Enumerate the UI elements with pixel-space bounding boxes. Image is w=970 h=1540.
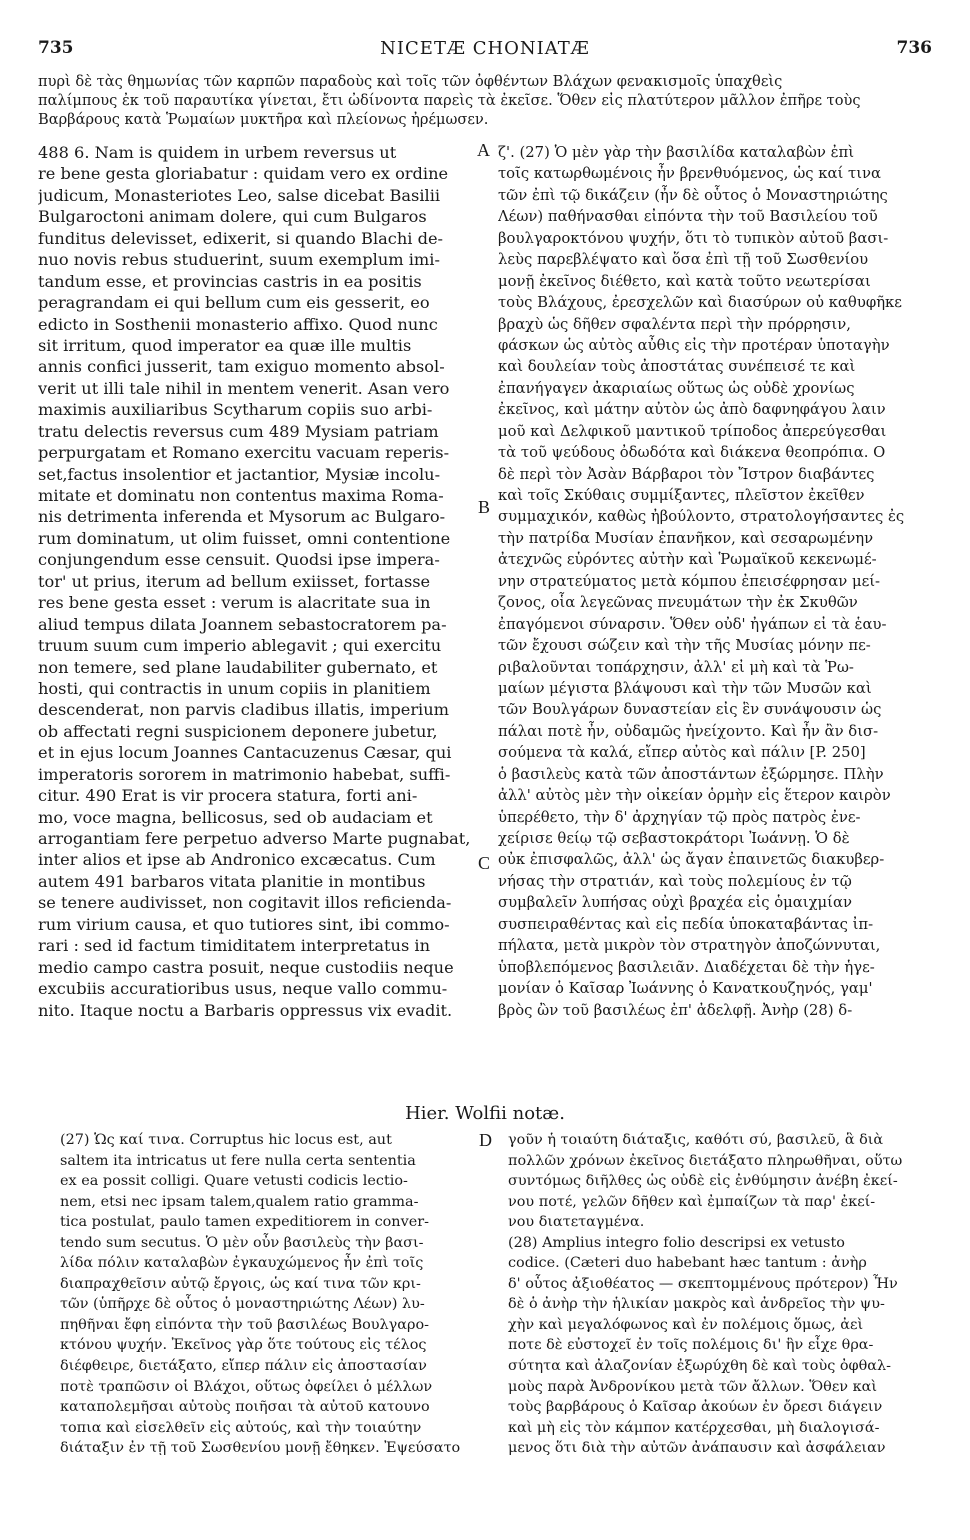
greek-line: τῶν ἔχουσι σώζειν καὶ τὴν τῆς Μυσίας μόνην πε-	[498, 637, 871, 655]
note-line: tendo sum secutus. Ὁ μὲν οὖν βασιλεὺς τὴν βασι-	[60, 1234, 424, 1251]
latin-line: rum virium causa, et quo tutiores sint, ibi commo-	[38, 914, 450, 934]
latin-line: medio campo castra posuit, neque custodiis neque	[38, 957, 454, 977]
latin-line: rum dominatum, ut olim fuisset, omni contentione	[38, 528, 451, 548]
greek-line: μονίαν ὁ Καῖσαρ Ἰωάννης ὁ Κανατκουζηνός, γαμ'	[498, 980, 873, 998]
greek-line: ὑποβλεπόμενος βασιλειᾶν. Διαδέχεται δὲ τὴν ἡγε-	[498, 958, 875, 976]
greek-line: τὰ τοῦ ψεύδους ὀδωδότα καὶ διάκενα θεοπρόπια. Ο	[498, 444, 886, 462]
latin-translation-column	[38, 142, 478, 1021]
note-line: δὲ ὁ ἀνὴρ τὴν ἡλικίαν μακρὸς καὶ ἀνδρεῖος τὴν ψυ-	[508, 1296, 885, 1313]
greek-line: Λέων) παθήνασθαι εἰπόντα τὴν τοῦ Βασιλείου τοῦ	[498, 208, 878, 226]
greek-line: τοὺς Βλάχους, ἐρεσχελῶν καὶ διασύρων οὐ καθυφῆκε	[498, 294, 902, 312]
latin-line: conjungendum esse censuit. Quodsi ipse impera-	[38, 550, 440, 570]
latin-line: aliud tempus dilata Joannem sebastocratorem pa-	[38, 614, 447, 634]
note-line: μοὺς παρὰ Ἀνδρονίκου μετὰ τῶν ἄλλων. Ὅθεν καὶ	[508, 1378, 877, 1395]
latin-line: excubiis accuratioribus usus, neque vallo commu-	[38, 979, 448, 999]
note-line: (28) Amplius integro folio descripsi ex vetusto	[508, 1234, 845, 1251]
latin-line: mitate et dominatu non contentus maxima Roma-	[38, 486, 444, 505]
latin-line: edicto in Sosthenii monasterio affixo. Quod nunc	[38, 314, 438, 334]
notes-heading: Hier. Wolfii notæ.	[405, 1103, 565, 1124]
greek-line: φάσκων ὡς αὐτὸς αὖθις εἰς τὴν προτέραν ὑποταγὴν	[498, 336, 890, 354]
latin-line: tratu delectis reversus cum 489 Mysiam patriam	[38, 421, 439, 441]
note-line: (27) Ὡς καί τινα. Corruptus hic locus est, aut	[60, 1132, 392, 1148]
note-line: ποτὲ τραπῶσιν οἱ Βλάχοι, οὕτως ὀφείλει ὁ μέλλων	[60, 1378, 433, 1395]
greek-line: ὁ βασιλεὺς κατὰ τῶν ἀποστάντων ἐξώρμησε. Πλὴν	[498, 765, 884, 783]
greek-line: ἐπαγόμενοι σύναρσιν. Ὅθεν οὐδ' ἠγάπων εἰ τὰ ἑαυ-	[498, 615, 887, 633]
greek-line: πήλατα, μετὰ μικρὸν τὸν στρατηγὸν ἀποζώννυται,	[498, 937, 881, 955]
greek-line: τοῖς κατωρθωμένοις ἦν βρενθυόμενος, ὡς καί τινα	[498, 165, 881, 183]
greek-line: ἐπανήγαγεν ἀκαριαίως οὕτως ὡς οὐδὲ χρονίως	[498, 379, 855, 397]
latin-line: ob affectati regni suspicionem deponere jubetur,	[38, 721, 438, 741]
greek-line: οὐκ ἐπισφαλῶς, ἀλλ' ὡς ἄγαν ἐπαινετῶς διακυβερ-	[498, 851, 885, 869]
latin-line: inter alios et ipse ab Andronico excæcatus. Cum	[38, 850, 436, 870]
margin-marker-b: B	[478, 497, 491, 517]
greek-line: ἀλλ' αὐτὸς μὲν τὴν οἰκείαν ὁρμὴν εἰς ἕτερον καιρὸν	[498, 787, 891, 805]
note-line: δ' οὗτος ἀξιοθέατος — σκεπτομμένους πρότερον) Ἦν	[508, 1275, 898, 1292]
note-line: συντόμως διῆλθες ὡς οὐδὲ εἰς ἐνθύμησιν ἀνέβη ἐκεί-	[508, 1173, 898, 1190]
greek-line: μονῇ ἐκεῖνος διέθετο, καὶ κατὰ τοῦτο νεωτερίσαι	[498, 272, 871, 290]
latin-line: et in ejus locum Joannes Cantacuzenus Cæsar, qui	[38, 743, 452, 763]
latin-line: res bene gesta esset : verum is alacritate sua in	[38, 593, 431, 613]
greek-line: νήσας τὴν στρατιάν, καὶ τοὺς πολεμίους ἐν τῷ	[498, 872, 852, 890]
running-title: NICETÆ CHONIATÆ	[380, 38, 590, 59]
greek-line: ἀτεχνῶς εὑρόντες αὐτὴν καὶ Ῥωμαϊκοῦ κεκενωμέ-	[498, 551, 877, 569]
note-line: tica postulat, paulo tamen expeditiorem in conver-	[60, 1214, 429, 1231]
greek-line: βουλγαροκτόνου ψυχήν, ὅτι τὸ τυπικὸν αὐτοῦ βασι-	[498, 229, 889, 247]
greek-line: καὶ τοῖς Σκύθαις συμμίξαντες, πλεῖστον ἐκεῖθεν	[498, 487, 865, 504]
greek-line: ἐκεῖνος, καὶ μάτην αὐτὸν ὡς ἀπὸ δαφνηφάγου λαιν	[498, 401, 886, 419]
greek-line: μαίων μέγιστα βλάψουσι καὶ τὴν τῶν Μυσῶν καὶ	[498, 679, 872, 697]
margin-marker-a: A	[477, 140, 490, 160]
latin-line: rari : sed id factum timiditatem interpretatus in	[38, 936, 430, 956]
notes-right-column	[508, 1130, 942, 1459]
greek-line: συμβαλεῖν λυπήσας οὐχὶ βραχέα εἰς ὁμαιχμίαν	[498, 894, 852, 912]
latin-line: set,factus insolentior et jactantior, Mysiæ incolu-	[38, 464, 441, 484]
note-line: σύτητα καὶ ἀλαζονίαν ἐξωρύχθη δὲ καὶ τοὺς ὀφθαλ-	[508, 1358, 891, 1375]
greek-line: ζονος, οἷα λεγεῶνας πνευμάτων τὴν ἐκ Σκυθῶν	[498, 594, 858, 612]
note-line: κτόνου ψυχήν. Ἐκεῖνος γὰρ ὅτε τούτους εἰς τέλος	[60, 1337, 427, 1354]
running-head	[38, 38, 932, 62]
note-line: νου διατεταγμένα.	[508, 1214, 645, 1231]
greek-line: χείρισε θείῳ τῷ σεβαστοκράτορι Ἰωάννῃ. Ὁ δὲ	[498, 830, 850, 847]
note-line: τοὺς βαρβάρους ὁ Καῖσαρ ἀκούων ἐν ὄρεσι διάγειν	[508, 1399, 883, 1416]
greek-line: βραχὺ ὡς δῆθεν σφαλέντα περὶ τὴν πρόρρησιν,	[498, 315, 851, 333]
note-line: πολλῶν χρόνων ἐκεῖνος διετάξατο πληρωθῆναι, οὕτω	[508, 1152, 903, 1169]
note-line: πηθῆναι ἔφη εἰπόντα τὴν τοῦ βασιλέως Βουλγαρο-	[60, 1316, 429, 1333]
latin-line: perpurgatam et Romano exercitu vacuam reperis-	[38, 443, 450, 463]
latin-line: autem 491 barbaros vitata planitie in montibus	[38, 871, 426, 891]
latin-line: descenderat, non parvis cladibus illatis, imperium	[38, 700, 450, 720]
page-number-right: 736	[896, 38, 932, 58]
greek-line: πάλαι ποτὲ ἦν, οὐδαμῶς ἠνείχοντο. Καὶ ἦν ἂν δισ-	[498, 722, 879, 740]
note-line: καταπολεμῆσαι αὐτοὺς ποιῆσαι τὰ αὐτοῦ κατουνο	[60, 1399, 430, 1416]
note-line: γοῦν ἡ τοιαύτη διάταξις, καθότι σύ, βασιλεῦ, ἃ διὰ	[508, 1132, 884, 1148]
latin-line: tor' ut prius, iterum ad bellum exiisset, fortasse	[38, 571, 431, 591]
latin-line: nito. Itaque noctu a Barbaris oppressus vix evadit.	[38, 1000, 453, 1020]
top-greek-continuation	[38, 72, 932, 130]
page-number-left: 735	[38, 38, 74, 58]
greek-line: ζ'. (27) Ὁ μὲν γὰρ τὴν βασιλίδα καταλαβὼν ἐπὶ	[498, 144, 855, 161]
latin-line: judicum, Monasteriotes Leo, salse dicebat Basilii	[38, 185, 441, 205]
margin-marker-d: D	[479, 1130, 492, 1150]
note-line: νου ποτέ, γελῶν δῆθεν καὶ ἐμπαίζων τὰ παρ' ἐκεί-	[508, 1193, 876, 1210]
greek-text-column	[498, 142, 942, 1021]
note-line: διέφθειρε, διετάξατο, εἴπερ πάλιν εἰς ἀποστασίαν	[60, 1358, 427, 1375]
note-line: τῶν (ὑπῆρχε δὲ οὗτος ὁ μοναστηριώτης Λέων) λυ-	[60, 1296, 425, 1313]
latin-line: citur. 490 Erat is vir procera statura, forti ani-	[38, 786, 418, 806]
greek-line: συσπειραθέντας καὶ εἰς πεδία ὑποκαταβάντας ἰπ-	[498, 915, 874, 933]
latin-line: nis detrimenta inferenda et Mysorum ac Bulgaro-	[38, 507, 446, 527]
greek-line: Βαρβάρους κατὰ Ῥωμαίων μυκτῆρα καὶ πλείονως ἠρέμωσεν.	[38, 111, 489, 129]
greek-line: συμμαχικόν, καθὼς ἠβούλοντο, στρατολογήσαντες ἐς	[498, 508, 905, 526]
greek-line: ὑπερέθετο, τὴν δ' ἀρχηγίαν τῷ πρὸς πατρὸς ἐνε-	[498, 808, 861, 826]
latin-line: annis confici jusserit, tam exiguo momento absol-	[38, 357, 445, 377]
latin-line: truum suum cum imperio ablegavit ; qui exercitu	[38, 636, 442, 656]
latin-line: peragrandam ei qui bellum cum eis gesserit, eo	[38, 293, 430, 313]
latin-line: hosti, qui contractis in unum copiis in planitiem	[38, 678, 431, 698]
note-line: μενος ὅτι διὰ τὴν αὐτῶν ἀνάπαυσιν καὶ ἀσφάλειαν	[508, 1440, 886, 1457]
note-line: διάταξιν ἐν τῇ τοῦ Σωσθενίου μονῇ ἔθηκεν. Ἐψεύσατο	[60, 1440, 461, 1457]
latin-line: verit ut illi tale nihil in mentem venerit. Asan vero	[38, 378, 450, 398]
note-line: διαπραχθεῖσιν αὐτῷ ἔργοις, ὡς καί τινα τῶν κρι-	[60, 1275, 421, 1292]
latin-line: 488 6. Nam is quidem in urbem reversus ut	[38, 143, 397, 162]
note-line: codice. (Cæteri duo habebant hæc tantum : ἀνὴρ	[508, 1255, 867, 1272]
latin-line: se tenere audivisset, non cogitavit illos reficienda-	[38, 893, 452, 913]
greek-line: λεὺς παρεβλέψατο καὶ ὅσα ἐπὶ τῇ τοῦ Σωσθενίου	[498, 251, 869, 269]
margin-marker-c: C	[478, 853, 491, 873]
greek-line: πυρὶ δὲ τὰς θημωνίας τῶν καρπῶν παραδοὺς καὶ τοῖς τῶν ὀφθέντων Βλάχων φενακισμοῖς ὑπαχθεὶς	[38, 73, 783, 90]
latin-line: sit irritum, quod imperator ea quæ ille multis	[38, 335, 412, 355]
greek-line: τὴν πατρίδα Μυσίαν ἐπανῆκον, καὶ σεσαρωμένην	[498, 529, 874, 547]
note-line: χὴν καὶ μεγαλόφωνος καὶ ἐν πολέμοις ὅμως, ἀεὶ	[508, 1316, 864, 1333]
latin-line: Bulgaroctoni animam dolere, qui cum Bulgaros	[38, 207, 427, 227]
latin-line: nuo novis rebus studuerint, suum exemplum imi-	[38, 250, 440, 270]
greek-line: παλίμπους ἐκ τοῦ παραυτίκα γίνεται, ἔτι ὠδίνοντα παρεὶς τὰ ἐκεῖσε. Ὅθεν εἰς πλατύτερον μᾶλλον ἐπῆρε τοὺς	[38, 92, 861, 110]
note-line: τοπια καὶ εἰσελθεῖν εἰς αὐτούς, καὶ τὴν τοιαύτην	[60, 1419, 422, 1436]
note-line: ex ea possit colligi. Quare vetusti codicis lectio-	[60, 1173, 408, 1190]
latin-line: non temere, sed plane laudabiliter gubernato, et	[38, 657, 438, 677]
latin-line: maximis auxiliaribus Scytharum copiis suo arbi-	[38, 400, 433, 420]
greek-line: ριβαλοῦνται τοπάρχησιν, ἀλλ' εἰ μὴ καὶ τὰ Ῥω-	[498, 658, 854, 676]
latin-line: tandum esse, et provincias castris in ea positis	[38, 271, 422, 291]
notes-left-column	[60, 1130, 475, 1459]
greek-line: νην στρατεύματος μετὰ κόμπου ἐπεισέφρησαν μεί-	[498, 572, 881, 590]
latin-line: imperatoris sororem in matrimonio habebat, suffi-	[38, 764, 451, 784]
note-line: nem, etsi nec ipsam talem,qualem ratio gramma-	[60, 1193, 419, 1210]
latin-line: arrogantiam fere perpetuo adverso Marte pugnabat,	[38, 829, 471, 848]
greek-line: καὶ δουλείαν τοὺς ἀποστάτας συνέπεισέ τε καὶ	[498, 358, 856, 376]
greek-line: βρὸς ὢν τοῦ βασιλέως ἐπ' ἀδελφῇ. Ἀνὴρ (28) δ-	[498, 1001, 853, 1019]
latin-line: funditus delevisset, edixerit, si quando Blachi de-	[38, 228, 444, 248]
greek-line: μοῦ καὶ Δελφικοῦ μαντικοῦ τρίποδος ἀπερεύγεσθαι	[498, 422, 887, 440]
latin-line: re bene gesta gloriabatur : quidam vero ex ordine	[38, 164, 449, 184]
note-line: saltem ita intricatus ut fere nulla certa sententia	[60, 1152, 416, 1169]
greek-line: σούμενα τὰ καλά, εἴπερ αὐτὸς καὶ πάλιν [P. 250]	[498, 744, 866, 762]
note-line: λίδα πόλιν καταλαβὼν ἐγκαυχώμενος ἦν ἐπὶ τοῖς	[60, 1255, 424, 1272]
latin-line: mo, voce magna, bellicosus, sed ob audaciam et	[38, 807, 433, 827]
greek-line: τῶν ἐπὶ τῷ δικάζειν (ἦν δὲ οὗτος ὁ Μοναστηριώτης	[498, 186, 888, 204]
greek-line: τῶν Βουλγάρων δυναστείαν εἰς ἓν συνάψουσιν ὡς	[498, 701, 882, 719]
note-line: ποτε δὲ εὐστοχεῖ ἐν τοῖς πολέμοις δι' ἣν εἶχε θρα-	[508, 1337, 874, 1354]
greek-line: δὲ περὶ τὸν Ἀσὰν Βάρβαροι τὸν Ἴστρον διαβάντες	[498, 465, 875, 483]
note-line: καὶ μὴ εἰς τὸν κάμπον κατέρχεσθαι, μὴ διαλογισά-	[508, 1419, 880, 1436]
